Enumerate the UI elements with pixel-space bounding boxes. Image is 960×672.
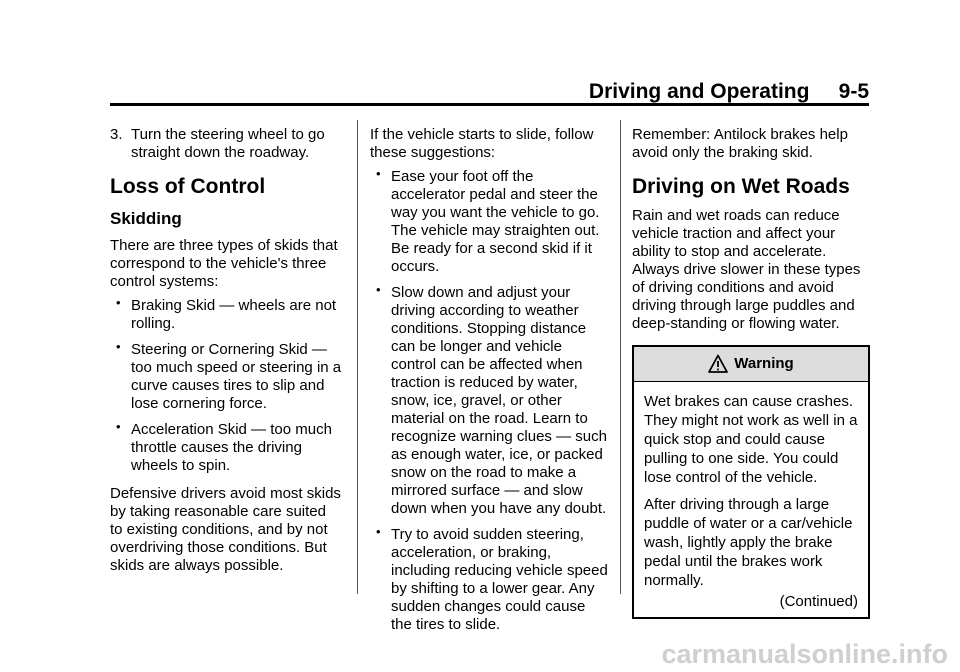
page-number: 9-5 [838, 80, 869, 103]
watermark: carmanualsonline.info [661, 639, 948, 669]
warning-header [634, 347, 868, 382]
warning-paragraph-2: After driving through a large puddle of water or a car/vehicle wash, lightly apply the brake pedal until the brakes work normally. [644, 496, 853, 589]
bullet-icon: • [116, 295, 121, 310]
list-item: • Try to avoid sudden steering, acceleration, or braking, including reducing vehicle speed by shifting to a lower gear. Any sudden changes could cause the tires to slide. [376, 524, 608, 633]
wet-roads-paragraph: Rain and wet roads can reduce vehicle traction and affect your ability to stop and accelerate. Always drive slower in these types of driving conditions and avoid driving through large puddles and deep-standing or flowing water. [632, 207, 861, 332]
bullet-icon: • [376, 166, 381, 181]
bullet-icon: • [376, 524, 381, 539]
warning-triangle-icon [708, 354, 728, 374]
header-rule [110, 103, 869, 106]
skid-intro-paragraph: There are three types of skids that correspond to the vehicle's three control systems: [110, 237, 338, 290]
list-item: • Steering or Cornering Skid — too much speed or steering in a curve causes tires to slip and lose cornering force. [116, 339, 342, 412]
step-text: Turn the steering wheel to go straight down the roadway. [131, 126, 325, 161]
section-title: Driving and Operating [588, 80, 810, 103]
skid-types-list [110, 297, 342, 475]
list-item: • Ease your foot off the accelerator pedal and steer the way you want the vehicle to go. The vehicle may straighten out. Be ready for a second skid if it occurs. [376, 166, 600, 275]
column-3 [632, 126, 872, 619]
column-divider-2 [620, 120, 621, 594]
step-number: 3. [110, 126, 123, 143]
page-header [560, 80, 869, 104]
wet-roads-heading: Driving on Wet Roads [632, 175, 850, 198]
antilock-note: Remember: Antilock brakes help avoid only the braking skid. [632, 126, 848, 161]
bullet-icon: • [116, 339, 121, 354]
loss-of-control-heading: Loss of Control [110, 175, 266, 198]
continued-label: (Continued) [779, 593, 858, 610]
bullet-icon: • [116, 419, 121, 434]
column-1 [110, 126, 342, 575]
list-item: • Slow down and adjust your driving according to weather conditions. Stopping distance can be longer and vehicle control can be affected when traction is reduced by water, snow, ice, gravel, or other material on the road. Learn to recognize warning clues — such as enough water, ice, or packed snow on the road to make a mirrored surface — and slow down when you have any doubt. [376, 282, 607, 517]
warning-title: Warning [734, 355, 794, 372]
warning-body [634, 382, 868, 617]
step-3 [110, 126, 342, 162]
column-divider-1 [357, 120, 358, 594]
warning-paragraph-1: Wet brakes can cause crashes. They might not work as well in a quick stop and could cause pulling to one side. You could lose control of the vehicle. [644, 393, 858, 486]
list-item: • Acceleration Skid — too much throttle causes the driving wheels to spin. [116, 419, 332, 474]
slide-suggestions-list [370, 168, 610, 634]
bullet-icon: • [376, 282, 381, 297]
slide-intro-paragraph: If the vehicle starts to slide, follow these suggestions: [370, 126, 594, 161]
column-2 [370, 126, 610, 634]
defensive-drivers-paragraph: Defensive drivers avoid most skids by taking reasonable care suited to existing conditions, and by not overdriving those conditions. But skids are always possible. [110, 485, 341, 574]
list-item: • Braking Skid — wheels are not rolling. [116, 295, 337, 332]
skidding-subheading: Skidding [110, 209, 182, 228]
warning-box [632, 345, 870, 619]
